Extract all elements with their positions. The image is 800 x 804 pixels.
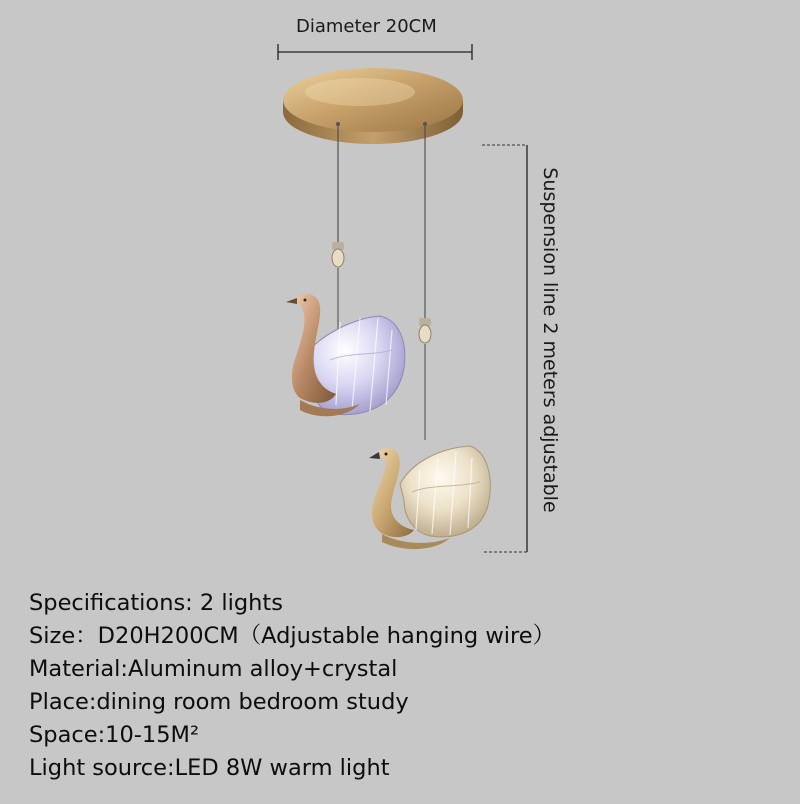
diameter-dimension-line bbox=[278, 44, 472, 60]
crystal-bead-right bbox=[419, 318, 431, 343]
diameter-label: Diameter 20CM bbox=[296, 16, 437, 37]
swan-lamp-lower bbox=[369, 446, 490, 549]
swan-lamp-upper bbox=[286, 294, 405, 417]
spec-line-size: Size：D20H200CM（Adjustable hanging wire） bbox=[29, 623, 556, 649]
spec-line-material: Material:Aluminum alloy+crystal bbox=[29, 656, 398, 682]
spec-line-light-source: Light source:LED 8W warm light bbox=[29, 755, 390, 781]
crystal-bead-left bbox=[332, 242, 344, 267]
spec-line-place: Place:dining room bedroom study bbox=[29, 689, 409, 715]
ceiling-canopy bbox=[283, 68, 463, 144]
spec-line-lights: Specifications: 2 lights bbox=[29, 590, 283, 616]
suspension-label: Suspension line 2 meters adjustable bbox=[539, 167, 561, 513]
spec-line-space: Space:10-15M² bbox=[29, 722, 199, 748]
